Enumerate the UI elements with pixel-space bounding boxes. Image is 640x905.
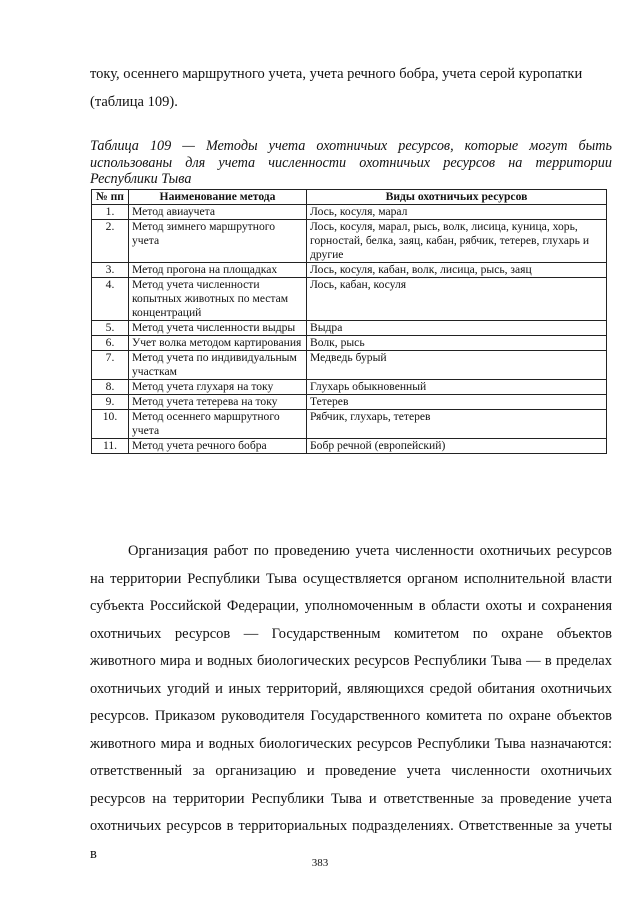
row-method: Метод прогона на площадках [129, 263, 307, 278]
page-number: 383 [311, 857, 329, 869]
row-species: Лось, косуля, марал [307, 205, 607, 220]
table-row [92, 395, 607, 410]
header-num: № пп [92, 190, 129, 205]
row-method: Метод учета тетерева на току [129, 395, 307, 410]
row-species: Лось, косуля, кабан, волк, лисица, рысь, заяц [307, 263, 607, 278]
row-num: 9. [92, 395, 129, 410]
row-species: Медведь бурый [307, 351, 607, 380]
body-text [90, 538, 612, 868]
row-method: Метод зимнего маршрутного учета [129, 220, 307, 263]
table-row [92, 380, 607, 395]
row-method: Метод учета численности выдры [129, 321, 307, 336]
row-num: 11. [92, 439, 129, 454]
table-row [92, 278, 607, 321]
table-row [92, 220, 607, 263]
row-num: 10. [92, 410, 129, 439]
row-method: Метод учета численности копытных животных по местам концентраций [129, 278, 307, 321]
row-species: Лось, кабан, косуля [307, 278, 607, 321]
row-method: Метод учета по индивидуальным участкам [129, 351, 307, 380]
table-header-row [92, 190, 607, 205]
row-num: 6. [92, 336, 129, 351]
row-num: 7. [92, 351, 129, 380]
table-row [92, 263, 607, 278]
row-num: 1. [92, 205, 129, 220]
row-num: 8. [92, 380, 129, 395]
row-method: Учет волка методом картирования [129, 336, 307, 351]
table-caption: Таблица 109 — Методы учета охотничьих ресурсов, которые могут быть использованы для учета численности охотничьих ресурсов на территории Республики Тыва [90, 138, 612, 187]
table-row [92, 410, 607, 439]
row-num: 2. [92, 220, 129, 263]
table-row [92, 351, 607, 380]
intro-paragraph: току, осеннего маршрутного учета, учета речного бобра, учета серой куропатки (таблица 109). [90, 66, 583, 110]
row-species: Глухарь обыкновенный [307, 380, 607, 395]
methods-table [91, 189, 607, 454]
row-num: 4. [92, 278, 129, 321]
body-paragraph: Организация работ по проведению учета численности охотничьих ресурсов на территории Республики Тыва осуществляется органом исполнительной власти субъекта Российской Федерации, уполномоченным в области охоты и сохранения охотничьих ресурсов — Государственным комитетом по охране объектов животного мира и водных биологических ресурсов Республики Тыва — в пределах охотничьих угодий и иных территорий, являющихся средой обитания охотничьих ресурсов. Приказом руководителя Государственного комитета по охране объектов животного мира и водных биологических ресурсов Республики Тыва назначаются: ответственный за организацию и проведение учета численности охотничьих ресурсов на территории Республики Тыва и ответственные за проведение учета охотничьих ресурсов в территориальных подразделениях. Ответственные за учеты в [90, 543, 612, 862]
table-row [92, 336, 607, 351]
row-num: 5. [92, 321, 129, 336]
row-method: Метод осеннего маршрутного учета [129, 410, 307, 439]
header-method: Наименование метода [129, 190, 307, 205]
row-num: 3. [92, 263, 129, 278]
table-row [92, 321, 607, 336]
row-species: Бобр речной (европейский) [307, 439, 607, 454]
table-row [92, 205, 607, 220]
row-species: Тетерев [307, 395, 607, 410]
table-row [92, 439, 607, 454]
row-method: Метод учета глухаря на току [129, 380, 307, 395]
row-species: Лось, косуля, марал, рысь, волк, лисица, куница, хорь, горностай, белка, заяц, кабан, рябчик, тетерев, глухарь и другие [307, 220, 607, 263]
row-method: Метод учета речного бобра [129, 439, 307, 454]
row-method: Метод авиаучета [129, 205, 307, 220]
row-species: Выдра [307, 321, 607, 336]
row-species: Рябчик, глухарь, тетерев [307, 410, 607, 439]
header-species: Виды охотничьих ресурсов [307, 190, 607, 205]
row-species: Волк, рысь [307, 336, 607, 351]
table-body [92, 205, 607, 454]
